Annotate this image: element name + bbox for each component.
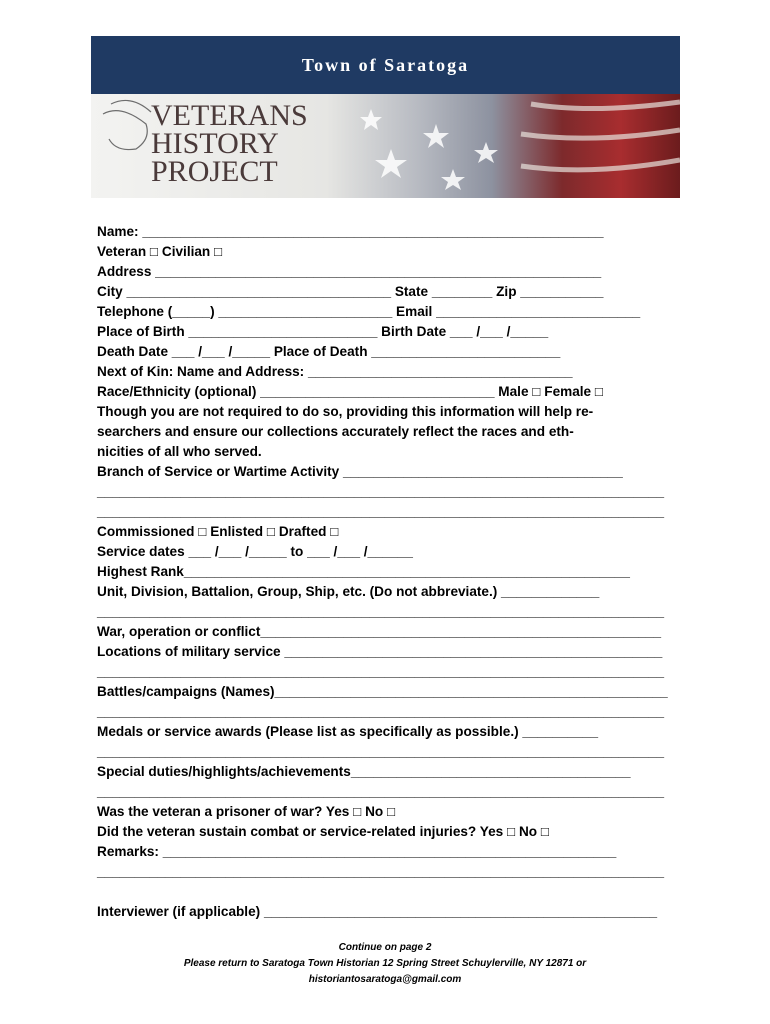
battles-field[interactable]: Battles/campaigns (Names)____________________________________________________	[97, 684, 668, 699]
banner-image	[91, 94, 680, 198]
address-field[interactable]: Address ___________________________________________________________	[97, 264, 602, 279]
death-field[interactable]: Death Date ___ /___ /_____ Place of Death _________________________	[97, 344, 561, 359]
commission-type-checkboxes[interactable]: Commissioned □ Enlisted □ Drafted □	[97, 524, 339, 539]
historian-email: historiantosaratoga@gmail.com	[308, 974, 462, 985]
city-state-zip-field[interactable]: City ___________________________________ State ________ Zip ___________	[97, 284, 604, 299]
special-duties-field[interactable]: Special duties/highlights/achievements_____________________________________	[97, 764, 631, 779]
disclaimer-line: nicities of all who served.	[97, 444, 262, 459]
logo-line-1: VETERANS	[151, 99, 308, 132]
interviewer-field[interactable]: Interviewer (if applicable) ____________________________________________________	[97, 904, 658, 919]
blank-line[interactable]: ___________________________________________________________________________	[97, 744, 665, 759]
war-operation-field[interactable]: War, operation or conflict_____________________________________________________	[97, 624, 662, 639]
unit-field[interactable]: Unit, Division, Battalion, Group, Ship, etc. (Do not abbreviate.) _____________	[97, 584, 600, 599]
spacer	[97, 882, 687, 902]
return-address: Please return to Saratoga Town Historian 12 Spring Street Schuylerville, NY 12871 or	[183, 958, 587, 969]
race-disclaimer	[97, 402, 687, 462]
injuries-checkboxes[interactable]: Did the veteran sustain combat or service-related injuries? Yes □ No □	[97, 824, 550, 839]
blank-line[interactable]: ___________________________________________________________________________	[97, 864, 665, 879]
branch-of-service-field[interactable]: Branch of Service or Wartime Activity _____________________________________	[97, 464, 623, 479]
blank-line[interactable]: ___________________________________________________________________________	[97, 664, 665, 679]
blank-line[interactable]: ___________________________________________________________________________	[97, 704, 665, 719]
logo-line-2: HISTORY	[151, 127, 279, 160]
remarks-field[interactable]: Remarks: ____________________________________________________________	[97, 844, 617, 859]
blank-line[interactable]: ___________________________________________________________________________	[97, 484, 665, 499]
continue-note: Continue on page 2	[338, 942, 432, 953]
blank-line[interactable]: ___________________________________________________________________________	[97, 504, 665, 519]
footer	[0, 940, 770, 988]
service-dates-field[interactable]: Service dates ___ /___ /_____ to ___ /___ /______	[97, 544, 413, 559]
blank-line[interactable]: ___________________________________________________________________________	[97, 604, 665, 619]
pow-checkboxes[interactable]: Was the veteran a prisoner of war? Yes □ No □	[97, 804, 396, 819]
race-gender-field[interactable]: Race/Ethnicity (optional) _______________________________ Male □ Female □	[97, 384, 604, 399]
medals-field[interactable]: Medals or service awards (Please list as specifically as possible.) __________	[97, 724, 599, 739]
disclaimer-line: searchers and ensure our collections accurately reflect the races and eth-	[97, 424, 574, 439]
veteran-form	[97, 222, 687, 922]
disclaimer-line: Though you are not required to do so, providing this information will help re-	[97, 404, 594, 419]
logo-line-3: PROJECT	[151, 155, 278, 188]
header-title: Town of Saratoga	[301, 54, 470, 75]
blank-line[interactable]: ___________________________________________________________________________	[97, 784, 665, 799]
telephone-email-field[interactable]: Telephone (_____) _______________________ Email ___________________________	[97, 304, 641, 319]
header-band	[91, 36, 680, 94]
veteran-civilian-checkboxes[interactable]: Veteran □ Civilian □	[97, 244, 223, 259]
name-field[interactable]: Name: _____________________________________________________________	[97, 224, 604, 239]
birth-field[interactable]: Place of Birth _________________________ Birth Date ___ /___ /_____	[97, 324, 549, 339]
locations-field[interactable]: Locations of military service __________________________________________________	[97, 644, 663, 659]
veterans-history-project-logo	[151, 99, 308, 188]
next-of-kin-field[interactable]: Next of Kin: Name and Address: ___________________________________	[97, 364, 573, 379]
highest-rank-field[interactable]: Highest Rank___________________________________________________________	[97, 564, 630, 579]
